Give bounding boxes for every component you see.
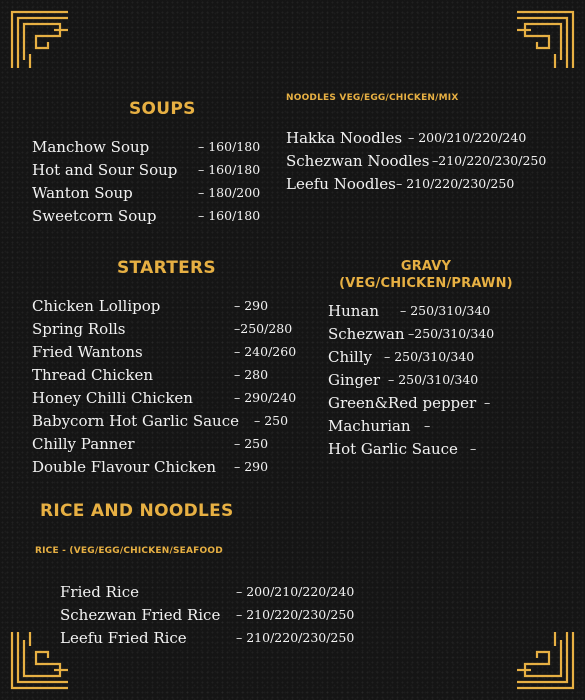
item-name: Ginger <box>328 371 381 389</box>
item-name: Sweetcorn Soup <box>32 207 157 225</box>
item-price: –250/280 <box>234 321 293 336</box>
soups-list <box>32 138 272 230</box>
starters-list <box>32 297 302 481</box>
item-name: Thread Chicken <box>32 366 153 384</box>
item-price: – 200/210/220/240 <box>236 584 355 599</box>
menu-item <box>286 152 566 175</box>
item-price: –250/310/340 <box>408 326 495 341</box>
item-price: – 290 <box>234 298 269 313</box>
menu-item <box>328 302 568 325</box>
gravy-heading: GRAVY <box>400 259 452 274</box>
item-name: Hunan <box>328 302 380 320</box>
noodles-list <box>286 129 566 198</box>
menu-item <box>328 440 568 463</box>
item-price: – 290/240 <box>234 390 297 405</box>
item-name: Honey Chilli Chicken <box>32 389 193 407</box>
starters-heading: STARTERS <box>117 258 216 278</box>
item-price: – 200/210/220/240 <box>408 130 527 145</box>
item-name: Hot Garlic Sauce <box>328 440 458 458</box>
item-name: Hot and Sour Soup <box>32 161 178 179</box>
greek-key-corner-icon <box>8 8 72 72</box>
item-name: Green&Red pepper <box>328 394 477 412</box>
menu-item <box>328 394 568 417</box>
item-price: – 160/180 <box>198 162 261 177</box>
item-name: Schezwan Fried Rice <box>60 606 221 624</box>
rice-list <box>60 583 380 652</box>
corner-ornament-top-left <box>8 8 72 72</box>
gravy-list <box>328 302 568 463</box>
menu-item <box>32 366 302 389</box>
menu-item <box>286 129 566 152</box>
menu-item <box>60 629 380 652</box>
item-name: Hakka Noodles <box>286 129 403 147</box>
item-name: Fried Wantons <box>32 343 143 361</box>
item-name: Leefu Fried Rice <box>60 629 187 647</box>
menu-item <box>60 606 380 629</box>
menu-item <box>328 325 568 348</box>
item-name: Leefu Noodles <box>286 175 396 193</box>
item-name: Machurian <box>328 417 411 435</box>
menu-item <box>328 348 568 371</box>
corner-ornament-top-right <box>513 8 577 72</box>
menu-item <box>328 417 568 440</box>
greek-key-corner-icon <box>513 628 577 692</box>
rice-subheading: RICE - (VEG/EGG/CHICKEN/SEAFOOD <box>35 546 223 556</box>
menu-item <box>32 389 302 412</box>
menu-item <box>60 583 380 606</box>
item-name: Chicken Lollipop <box>32 297 161 315</box>
gravy-subheading: (VEG/CHICKEN/PRAWN) <box>339 276 513 291</box>
menu-item <box>32 435 302 458</box>
item-name: Spring Rolls <box>32 320 126 338</box>
corner-ornament-bottom-right <box>513 628 577 692</box>
item-name: Schezwan Noodles <box>286 152 430 170</box>
menu-item <box>32 343 302 366</box>
item-price: – 250/310/340 <box>384 349 475 364</box>
item-price: – 210/220/230/250 <box>236 607 355 622</box>
item-price: – 290 <box>234 459 269 474</box>
item-name: Schezwan <box>328 325 405 343</box>
menu-item <box>32 297 302 320</box>
menu-item <box>328 371 568 394</box>
item-price: – 250 <box>254 413 289 428</box>
menu-item <box>32 320 302 343</box>
item-price: – <box>484 395 491 410</box>
noodles-heading: NOODLES VEG/EGG/CHICKEN/MIX <box>286 93 459 103</box>
item-price: – 280 <box>234 367 269 382</box>
item-name: Chilly <box>328 348 373 366</box>
soups-heading: SOUPS <box>129 99 196 119</box>
item-name: Wanton Soup <box>32 184 133 202</box>
item-price: – <box>424 418 431 433</box>
item-price: – 250/310/340 <box>400 303 491 318</box>
menu-item <box>32 412 302 435</box>
menu-item <box>32 138 272 161</box>
menu-item <box>32 184 272 207</box>
item-price: – 210/220/230/250 <box>236 630 355 645</box>
item-price: – 250 <box>234 436 269 451</box>
item-price: – 160/180 <box>198 139 261 154</box>
menu-item <box>32 161 272 184</box>
item-price: – 210/220/230/250 <box>396 176 515 191</box>
item-name: Chilly Panner <box>32 435 135 453</box>
item-price: – <box>470 441 477 456</box>
item-name: Fried Rice <box>60 583 139 601</box>
greek-key-corner-icon <box>513 8 577 72</box>
item-price: – 180/200 <box>198 185 261 200</box>
item-name: Double Flavour Chicken <box>32 458 216 476</box>
item-price: – 250/310/340 <box>388 372 479 387</box>
item-name: Babycorn Hot Garlic Sauce <box>32 412 239 430</box>
item-name: Manchow Soup <box>32 138 150 156</box>
menu-item <box>286 175 566 198</box>
rice-heading: RICE AND NOODLES <box>40 501 234 521</box>
item-price: –210/220/230/250 <box>432 153 547 168</box>
menu-item <box>32 458 302 481</box>
item-price: – 240/260 <box>234 344 297 359</box>
item-price: – 160/180 <box>198 208 261 223</box>
menu-item <box>32 207 272 230</box>
